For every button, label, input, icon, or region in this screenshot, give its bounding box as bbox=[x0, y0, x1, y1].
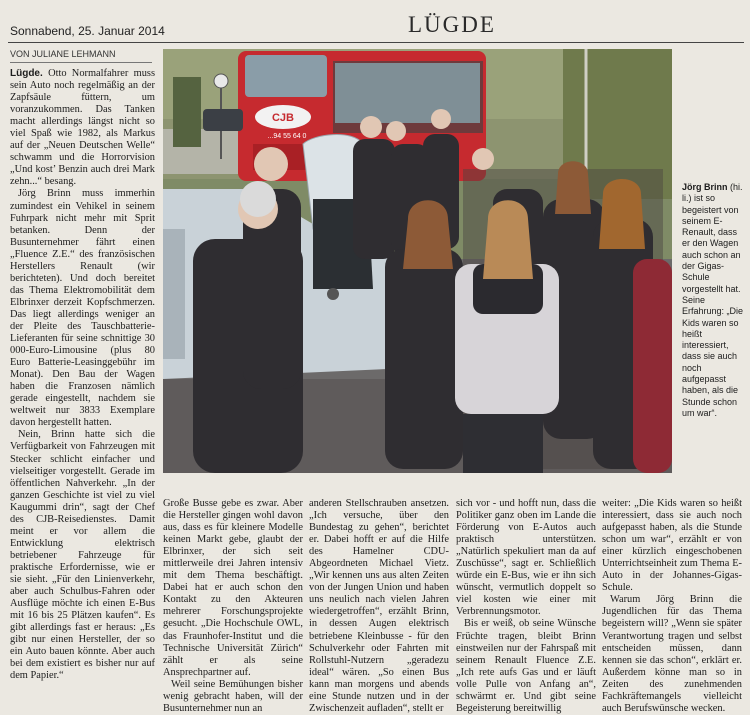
byline: VON JULIANE LEHMANN bbox=[10, 49, 116, 59]
paragraph: Jörg Brinn muss immerhin zumindest ein Vehikel in seinem Fuhrpark nicht mehr mit Sprit betanken. Denn der Busunternehmer fährt einen „Fluence Z.E.“ des französischen Herstellers Renault (wir berichteten). Und doch bereitet das Thema Elektromobilität dem Elbrinxer derzeit Kopfschmerzen. Das liegt allerdings weniger an der Pleite des Tauschbatterie-Lieferanten für seine schnittige 30 000-Euro-Limousine (plus 80 Euro Batterie-Leasinggebühr im Monat). Den Bau der Wagen haben die Franzosen nämlich gerade eingestellt, nachdem sie weltweit nur 3833 Exemplare davon hergestellt hatten. bbox=[10, 188, 155, 429]
bus-brand: CJB bbox=[271, 112, 295, 124]
article-column-2 bbox=[163, 498, 303, 714]
article-column-5 bbox=[602, 498, 742, 714]
paragraph: sich vor - und hofft nun, dass die Politiker ganz oben im Lande die Förderung von E-Autos auch praktisch unterstützen. „Natürlich spekuliert man da auf Zuschüsse“, sagt er. Schließlich würde ein E-Bus, wie er ihn sich wünscht, vermutlich doppelt so viel kosten wie einer mit Verbrennungsmotor. bbox=[456, 498, 596, 618]
paragraph: Bis er weiß, ob seine Wünsche Früchte tragen, bleibt Brinn einstweilen nur der Fahrspaß mit seinem Renault Fluence Z.E. „Ich rete aufs Gas und er läuft volle Pulle von Anfang an“, schwärmt er. Und gibt seine Begeisterung bereitwillig bbox=[456, 618, 596, 714]
paragraph: Warum Jörg Brinn die Jugendlichen für das Thema begeistern will? „Wenn sie später Verantwortung tragen und selbst entscheiden müssen, dann kennen sie das schon“, erklärt er. Außerdem könne man so in Zeiten des zunehmenden Fachkräftemangels vielleicht auch Berufswünsche wecken. bbox=[602, 594, 742, 714]
caption-text: (hi. li.) ist so begeistert von seinem E-Renault, dass er den Wagen auch schon an der Gigas-Schule vorgestellt hat. Seine Erfahrung: „Die Kids waren so heißt interessiert, dass sie auch noch aufgepasst haben, als die Stunde schon um war“. bbox=[682, 182, 744, 418]
paragraph: Große Busse gebe es zwar. Aber die Hersteller gingen wohl davon aus, dass es für kleinere Modelle keinen Markt gebe, glaubt der Elbrinxer, der sich seit mittlerweile drei Jahren intensiv mit dem Thema beschäftigt. Dabei hat er auch schon den Kontakt zu den Akteuren mehrerer Forschungsprojekte gesucht. „Die Hochschule OWL, das Fraunhofer-Institut und die Technische Universität Zürich“ zählt er als seine Ansprechpartner auf. bbox=[163, 498, 303, 678]
paragraph: Weil seine Bemühungen bisher wenig gebracht haben, will der Busunternehmer nun an bbox=[163, 678, 303, 714]
header-rule bbox=[8, 42, 744, 43]
paragraph: Otto Normalfahrer muss sein Auto noch regelmäßig an der Zapfsäule füttern, um voranzukommen. Das Tanken macht allerdings längst nicht so viel Spaß wie 1982, als Markus auf der „Neuen Deutschen Welle“ schwamm und die Horrorvision „Und kost’ Benzin auch drei Mark zehn...“ besang. bbox=[10, 68, 155, 188]
article-column-3 bbox=[309, 498, 449, 714]
photo-caption bbox=[682, 182, 744, 419]
article-lead: Lügde. bbox=[10, 68, 43, 79]
paragraph: anderen Stellschrauben ansetzen. „Ich versuche, über den Bundestag zu gehen“, berichtet er. Dabei hofft er auf die Hilfe des Hamelner CDU-Abgeordneten Michael Vietz. „Wir kennen uns aus alten Zeiten von der Jungen Union und haben uns neulich nach vielen Jahren wiedergetroffen“, erzählt Brinn, in dessen Augen elektrisch betriebene Kleinbusse - für den Schulverkehr oder Fahrten mit Rollstuhl-Nutzern „geradezu ideal“ wären. „So einen Bus kann man morgens und abends eine Stunde nutzen und in der Zwischenzeit aufladen“, stellt er bbox=[309, 498, 449, 714]
article-column-1 bbox=[10, 68, 155, 686]
bus-phone: ...94 55 64 0 bbox=[267, 133, 307, 140]
news-photo bbox=[163, 49, 672, 473]
caption-lead: Jörg Brinn bbox=[682, 182, 728, 192]
paragraph: weiter: „Die Kids waren so heißt interessiert, dass sie auch noch aufgepasst haben, als die Stunde schon um war“, erzählt er von einer kürzlich eingeschobenen Unterrichtseinheit zum Thema E-Auto in der Johannes-Gigas-Schule. bbox=[602, 498, 742, 594]
section-title: LÜGDE bbox=[408, 12, 496, 37]
paragraph: Nein, Brinn hatte sich die Verfügbarkeit von Fahrzeugen mit Stecker schlicht einfacher und vielseitiger vorgestellt. Gerade im öffentlichen Nahverkehr. „In der ganzen Geschichte ist viel zu viel Kaugummi drin“, sagt der Chef des CJB-Reisedienstes. Damit meint er vor allem die Entwicklung elektrisch betriebener Fahrzeuge für praktische Erfordernisse, wie er sie sieht. „Für den Linienverkehr, aber auch Schulbus-Fahren oder Ausflüge möchte ich einen E-Bus mit 16 bis 25 Plätzen kaufen“. Es gibt allerdings fast er heraus: „Es gibt nur einen Hersteller, der so ein Auto bauen könnte. Aber auch bei dem existiert es bisher nur auf dem Papier.“ bbox=[10, 429, 155, 682]
issue-date: Sonnabend, 25. Januar 2014 bbox=[10, 24, 165, 38]
article-column-4 bbox=[456, 498, 596, 714]
byline-rule bbox=[10, 62, 152, 63]
